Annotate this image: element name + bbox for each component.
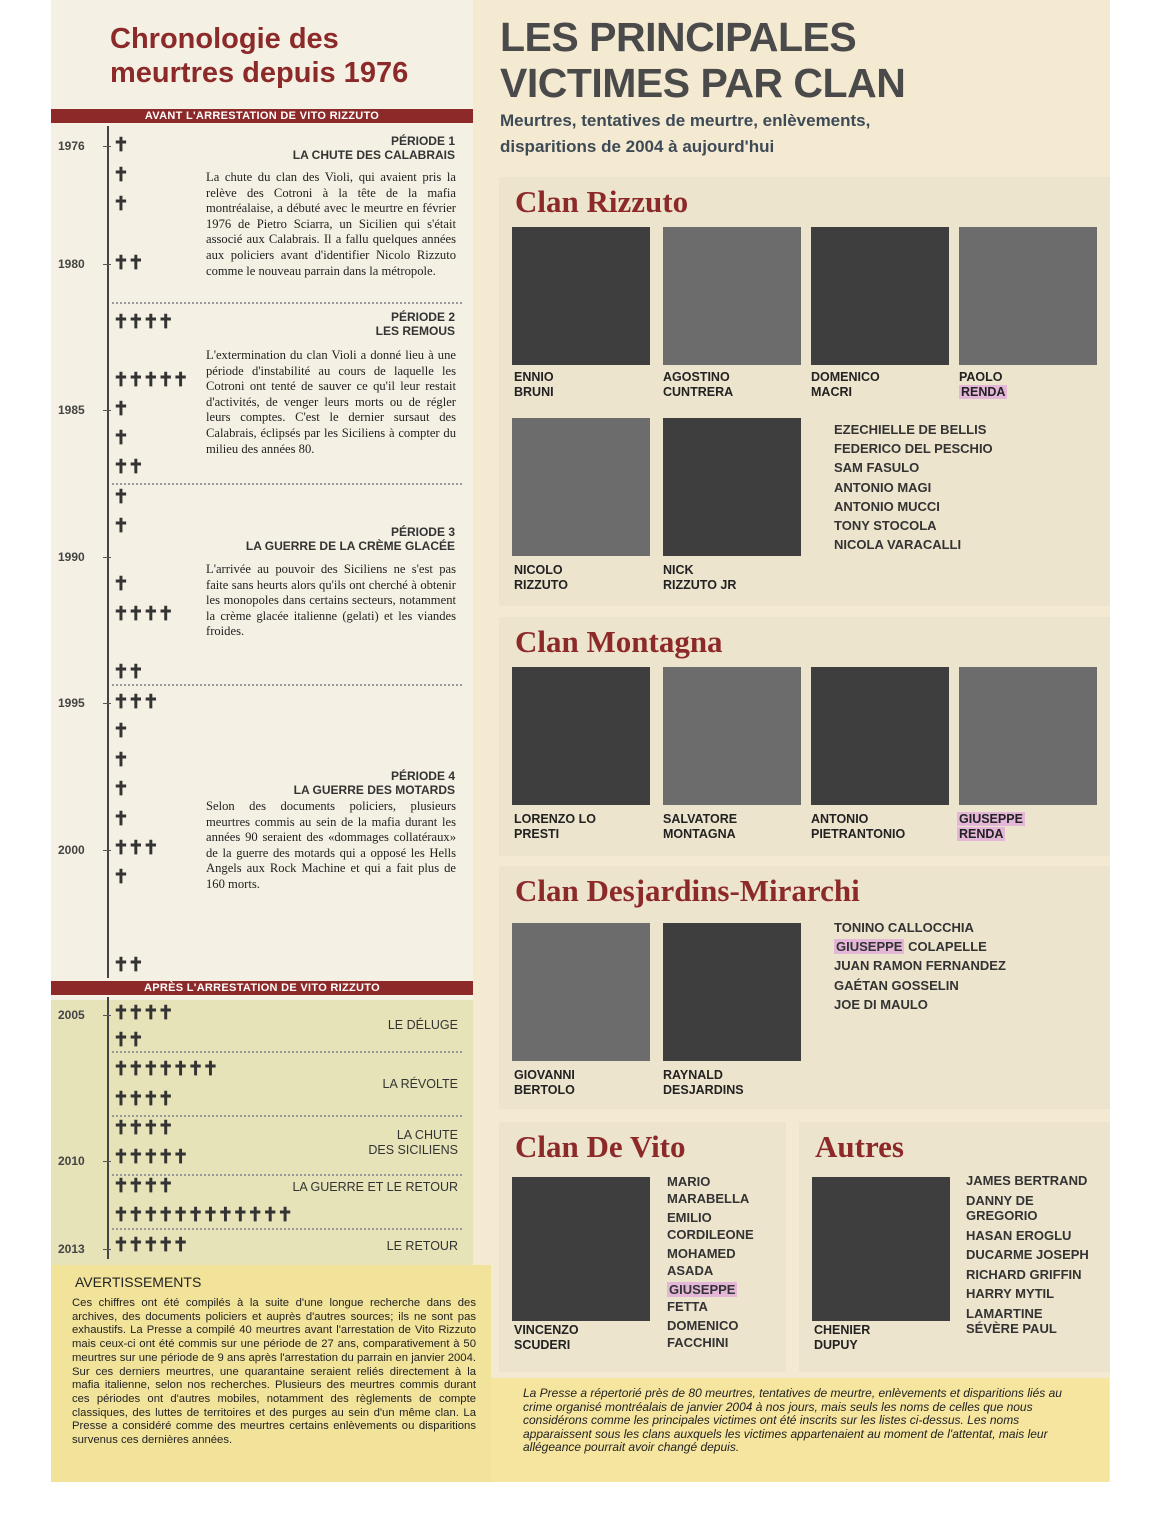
axis-tick [103,410,111,411]
portrait-photo [512,227,650,365]
murder-crosses: ✝✝✝✝ [113,1089,173,1110]
murder-crosses: ✝✝✝✝ [113,1003,173,1024]
portrait-photo [663,418,801,556]
victim-name: GAÉTAN GOSSELIN [834,977,959,993]
portrait-photo [512,1177,650,1321]
victim-name: DOMENICO MACRI [811,370,880,399]
portrait-photo [512,667,650,805]
period-separator [112,1174,462,1176]
murder-crosses: ✝ [113,721,128,742]
year-label: 1985 [58,403,85,417]
murder-crosses: ✝✝✝✝✝✝✝✝✝✝✝✝ [113,1205,293,1226]
murder-crosses: ✝✝✝✝ [113,1176,173,1197]
murder-crosses: ✝ [113,516,128,537]
year-label: 2013 [58,1242,85,1256]
murder-crosses: ✝ [113,779,128,800]
main-title-line2: VICTIMES PAR CLAN [500,60,906,106]
murder-crosses: ✝ [113,574,128,595]
period-separator [112,684,462,686]
victim-name: SALVATORE MONTAGNA [663,812,738,841]
victim-name: GIUSEPPE COLAPELLE [836,939,987,955]
murder-crosses: ✝ [113,750,128,771]
murder-crosses: ✝ [113,135,128,156]
victim-name: ANTONIO PIETRANTONIO [811,812,906,841]
period-label: LA CHUTE [396,1128,458,1142]
axis-tick [103,1015,111,1016]
victim-name: SAM FASULO [834,460,920,476]
portrait-photo [512,923,650,1061]
portrait-photo [812,1177,950,1321]
murder-crosses: ✝✝✝✝✝ [113,1147,188,1168]
period-4-heading [294,769,455,797]
victim-name: EZECHIELLE DE BELLIS [834,422,987,437]
victim-name: FEDERICO DEL PESCHIO [834,441,993,457]
portrait-photo [811,227,949,365]
murder-crosses: ✝✝ [113,955,143,976]
subtitle-line1: Meurtres, tentatives de meurtre, enlèvements, [500,111,871,130]
rizzuto-other-victims [834,420,993,554]
period-separator [112,1051,462,1053]
clan-devito-title: Clan De Vito [515,1129,686,1164]
murder-crosses: ✝✝ [113,253,143,274]
name-highlight: GIUSEPPE [959,812,1023,826]
period-4-text: Selon des documents policiers, plusieurs meurtres commis au sein de la mafia durant les années 90 seraient des «dommages collatéraux» de la guerre des motards qui a opposé les Hells Angels aux Rock Machine et qui a fait plus de 160 morts. [206,799,456,891]
murder-crosses: ✝✝✝✝✝✝✝ [113,1059,218,1080]
victim-name: ANTONIO MUCCI [834,498,940,514]
period-number: PÉRIODE 3 [390,525,455,539]
name-highlight: RENDA [961,385,1006,399]
victim-name: VINCENZO SCUDERI [514,1323,579,1352]
year-label: 2010 [58,1154,85,1168]
autres-other-victims: JAMES BERTRAND DANNY DE GREGORIO HASAN EROGLU DUCARME JOSEPH RICHARD GRIFFIN HARRY MYTIL LAMARTINE SÉVÈRE PAUL [966,1173,1089,1336]
axis-tick [103,850,111,851]
portrait-photo [959,227,1097,365]
axis-tick [103,1161,111,1162]
year-label: 1980 [58,257,85,271]
clan-rizzuto-title: Clan Rizzuto [515,184,689,219]
portrait-photo [959,667,1097,805]
period-separator [112,1228,462,1230]
victim-name: GIOVANNI BERTOLO [514,1068,575,1097]
murder-crosses: ✝✝✝✝✝ [113,1235,188,1256]
victim-name: PAOLO RENDA [959,370,1006,399]
year-label: 1990 [58,550,85,564]
period-number: PÉRIODE 2 [390,310,455,324]
bar-after-arrest: APRÈS L'ARRESTATION DE VITO RIZZUTO [51,981,473,995]
murder-crosses: ✝✝✝✝✝ [113,370,188,391]
devito-other-victims: MARIO MARABELLA EMILIO CORDILEONE MOHAMED ASADA GIUSEPPE FETTA DOMENICO FACCHINI [667,1174,754,1350]
main-title-line1: LES PRINCIPALES [500,14,857,60]
chronology-title-line2: meurtres depuis 1976 [110,57,409,89]
axis-tick [103,264,111,265]
victim-name: NICOLA VARACALLI [834,537,962,553]
portrait-photo [663,227,801,365]
victim-name: ENNIO BRUNI [514,370,554,399]
murder-crosses: ✝ [113,487,128,508]
victim-name [957,812,1025,842]
victim-name: NICOLO RIZZUTO [514,563,568,592]
victim-name: NICK RIZZUTO JR [663,563,737,592]
clan-autres-title: Autres [815,1129,904,1164]
clan-desjardins-title: Clan Desjardins-Mirarchi [515,873,860,908]
subtitle-line2: disparitions de 2004 à aujourd'hui [500,137,775,156]
period-separator [112,1115,462,1117]
bar-before-arrest: AVANT L'ARRESTATION DE VITO RIZZUTO [51,109,473,123]
victim-name: ANTONIO MAGI [834,479,932,495]
murder-crosses: ✝✝✝ [113,838,158,859]
year-label: 2000 [58,843,85,857]
murder-crosses: ✝ [113,399,128,420]
name-highlight: GIUSEPPE [669,1282,736,1297]
portrait-photo [811,667,949,805]
axis-tick [103,703,111,704]
victim-name: LORENZO LO PRESTI [514,812,596,841]
clan-montagna-title: Clan Montagna [515,624,723,659]
murder-crosses: ✝✝ [113,1030,143,1051]
period-1-text: La chute du clan des Violi, qui avaient pris la relève des Cotroni à la tête de la mafia montréalaise, a débuté avec le meurtre en février 1976 de Pietro Sciarra, un Sicilien qui s'était associé aux Calabrais. Il a fallu quelques années aux policiers avant d'identifier Nicolo Rizzuto comme le nouveau parrain dans la métropole. [206,170,456,278]
murder-crosses: ✝✝ [113,457,143,478]
victim-name: AGOSTINO CUNTRERA [663,370,734,399]
year-label: 1995 [58,696,85,710]
avertissements-title: AVERTISSEMENTS [75,1274,202,1290]
murder-crosses: ✝ [113,809,128,830]
period-separator [112,483,462,485]
period-3-heading [246,525,455,553]
period-label: LE DÉLUGE [387,1018,458,1032]
victim-name: JUAN RAMON FERNANDEZ [834,958,1006,974]
victim-name: JOE DI MAULO [834,996,928,1012]
period-number: PÉRIODE 1 [390,134,455,148]
year-label: 1976 [58,139,85,153]
period-name: LA GUERRE DES MOTARDS [293,783,455,797]
avertissements-text: Ces chiffres ont été compilés à la suite d'une longue recherche dans des archives, des documents policiers et auprès d'autres sources; ils ne sont pas exhaustifs. La Presse a compilé 40 meurtres avant l'arrestation de Vito Rizzuto mais ceux-ci ont été commis sur une période de 27 ans, comparativement à 50 meurtres sur une période de 9 ans après l'arrestation du parrain en janvier 2004. Sur ces derniers meurtres, une quarantaine seraient reliés directement à la mafia italienne, selon nos recherches. Plusieurs des meurtres commis durant ces périodes ont d'autres mobiles, notamment des règlements de compte classiques, des luttes de territoires et des purges au sein d'un même clan. La Presse a considéré comme des meurtres certains enlèvements ou disparitions survenus ces dernières années. [72,1297,476,1447]
period-label: LA GUERRE ET LE RETOUR [292,1180,458,1194]
period-label: LE RETOUR [386,1239,458,1253]
period-separator [112,302,462,304]
period-2-text: L'extermination du clan Violi a donné lieu à une période d'instabilité au cours de laquelle les Cotroni ont tenté de sauver ce qu'il leur restait d'activités, de venger leurs morts ou de régler leurs comptes. C'est le dernier sursaut des Calabrais, éclipsés par les Siciliens à compter du milieu des années 80. [206,348,456,456]
victim-name: CHENIER DUPUY [814,1323,871,1352]
main-title [500,14,905,106]
period-2-heading [376,310,455,338]
murder-crosses: ✝✝✝✝ [113,1118,173,1139]
period-number: PÉRIODE 4 [390,769,455,783]
portrait-photo [663,923,801,1061]
axis-tick [103,146,111,147]
chronology-title-line1: Chronologie des [110,23,339,55]
murder-crosses: ✝✝✝✝ [113,604,173,625]
murder-crosses: ✝ [113,165,128,186]
period-name: LA GUERRE DE LA CRÈME GLACÉE [245,539,455,553]
murder-crosses: ✝✝✝✝ [113,312,173,333]
period-label: DES SICILIENS [368,1143,458,1157]
main-subtitle [500,108,870,160]
portrait-photo [663,667,801,805]
name-highlight: GIUSEPPE [836,939,903,955]
period-3-text: L'arrivée au pouvoir des Siciliens ne s'est pas faite sans heurts alors qu'ils ont cherché à obtenir les monopoles dans certains secteurs, notamment la crème glacée italienne (gelati) et les viandes froides. [206,562,456,639]
desjardins-other-victims [834,918,1006,1014]
murder-crosses: ✝✝✝ [113,692,158,713]
period-1-heading [293,134,455,162]
victim-name: TONY STOCOLA [834,518,937,534]
murder-crosses: ✝ [113,428,128,449]
murder-crosses: ✝ [113,867,128,888]
victim-name: RAYNALD DESJARDINS [663,1068,744,1097]
note-text: La Presse a répertorié près de 80 meurtres, tentatives de meurtre, enlèvements et disparitions liés au crime organisé montréalais de janvier 2004 à nos jours, mais seuls les noms de celles que nous considérons comme les principales victimes ont été inscrits sur les listes ci-dessus. Les noms apparaissent sous les clans auxquels les victimes appartenaient au moment de l'attentat, mais leur allégeance pourrait avoir changé depuis. [523,1386,1062,1455]
period-label: LA RÉVOLTE [382,1077,458,1091]
portrait-photo [512,418,650,556]
murder-crosses: ✝✝ [113,662,143,683]
period-name: LA CHUTE DES CALABRAIS [292,148,455,162]
chronology-title [110,22,408,90]
axis-tick [103,557,111,558]
murder-crosses: ✝ [113,194,128,215]
victim-name: TONINO CALLOCCHIA [834,920,974,935]
timeline-axis-after [107,997,109,1259]
axis-tick [103,1249,111,1250]
period-name: LES REMOUS [375,324,455,338]
year-label: 2005 [58,1008,85,1022]
name-highlight: RENDA [959,827,1004,841]
